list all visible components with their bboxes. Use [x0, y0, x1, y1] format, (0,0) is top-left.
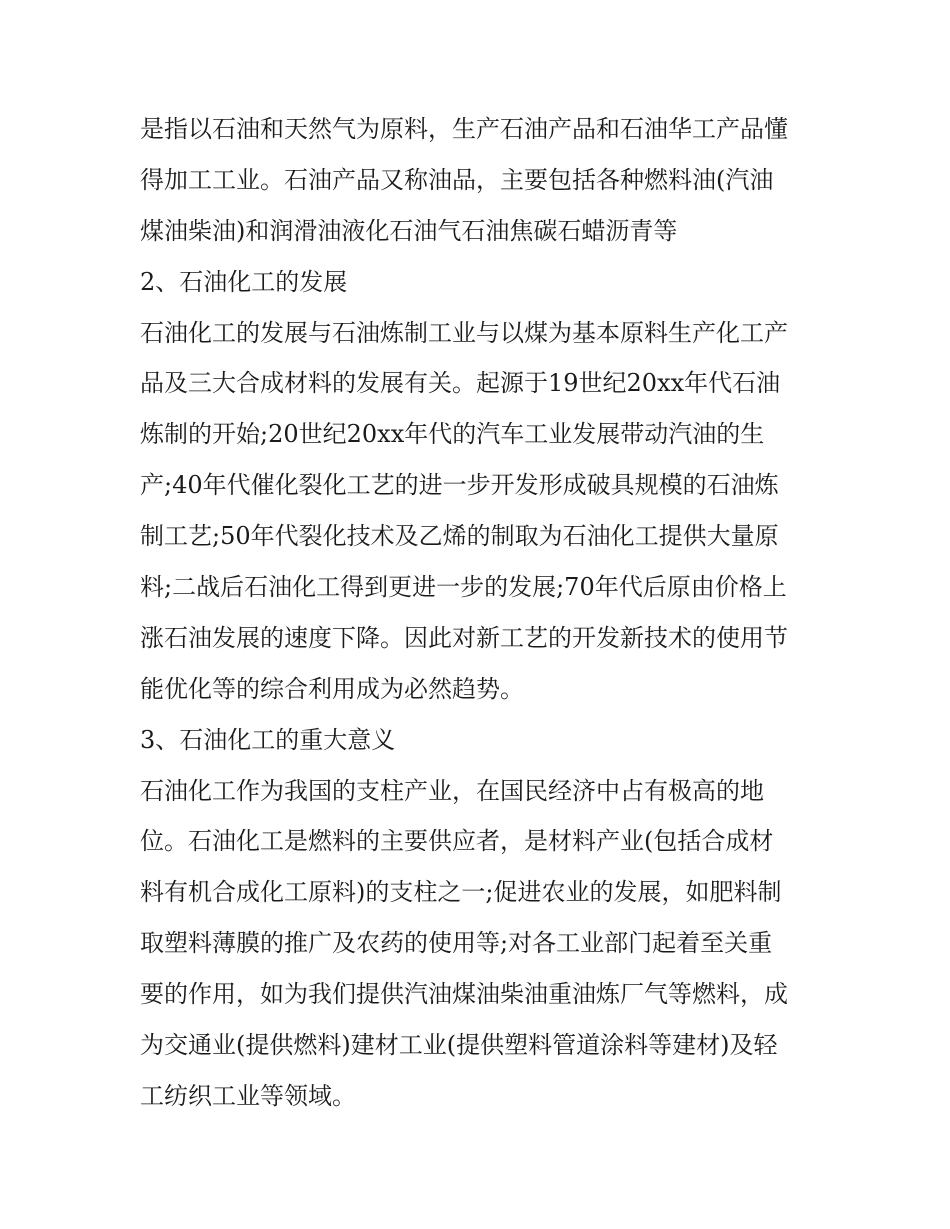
- paragraph-line: 料;二战后石油化工得到更进一步的发展;70年代后原由价格上: [140, 573, 787, 602]
- section-heading: 2、石油化工的发展: [140, 267, 348, 296]
- paragraph-line: 品及三大合成材料的发展有关。起源于19世纪20xx年代石油: [140, 369, 781, 398]
- paragraph-line: 产;40年代催化裂化工艺的进一步开发形成破具规模的石油炼: [140, 471, 779, 500]
- paragraph-line: 炼制的开始;20世纪20xx年代的汽车工业发展带动汽油的生: [140, 420, 765, 449]
- paragraph-line: 是指以石油和天然气为原料，生产石油产品和石油华工产品懂: [140, 115, 788, 143]
- paragraph-line: 制工艺;50年代裂化技术及乙烯的制取为石油化工提供大量原: [140, 522, 779, 551]
- paragraph-line: 石油化工的发展与石油炼制工业与以煤为基本原料生产化工产: [140, 318, 788, 347]
- paragraph-line: 得加工工业。石油产品又称油品，主要包括各种燃料油(汽油: [140, 165, 774, 194]
- document-body: [140, 104, 820, 1122]
- paragraph-line: 工纺织工业等领域。: [140, 1081, 356, 1110]
- paragraph-line: 煤油柴油)和润滑油液化石油气石油焦碳石蜡沥青等: [140, 216, 678, 245]
- paragraph-line: 位。石油化工是燃料的主要供应者，是材料产业(包括合成材: [140, 827, 774, 856]
- paragraph-line: 料有机合成化工原料)的支柱之一;促进农业的发展，如肥料制: [140, 878, 782, 907]
- paragraph-line: 能优化等的综合利用成为必然趋势。: [140, 674, 524, 703]
- paragraph-line: 为交通业(提供燃料)建材工业(提供塑料管道涂料等建材)及轻: [140, 1031, 778, 1060]
- section-heading: 3、石油化工的重大意义: [140, 725, 396, 754]
- paragraph-line: 涨石油发展的速度下降。因此对新工艺的开发新技术的使用节: [140, 623, 788, 652]
- paragraph-line: 取塑料薄膜的推广及农药的使用等;对各工业部门起着至关重: [140, 929, 773, 958]
- paragraph-line: 要的作用，如为我们提供汽油煤油柴油重油炼厂气等燃料，成: [140, 980, 788, 1009]
- paragraph-line: 石油化工作为我国的支柱产业，在国民经济中占有极高的地: [140, 776, 764, 805]
